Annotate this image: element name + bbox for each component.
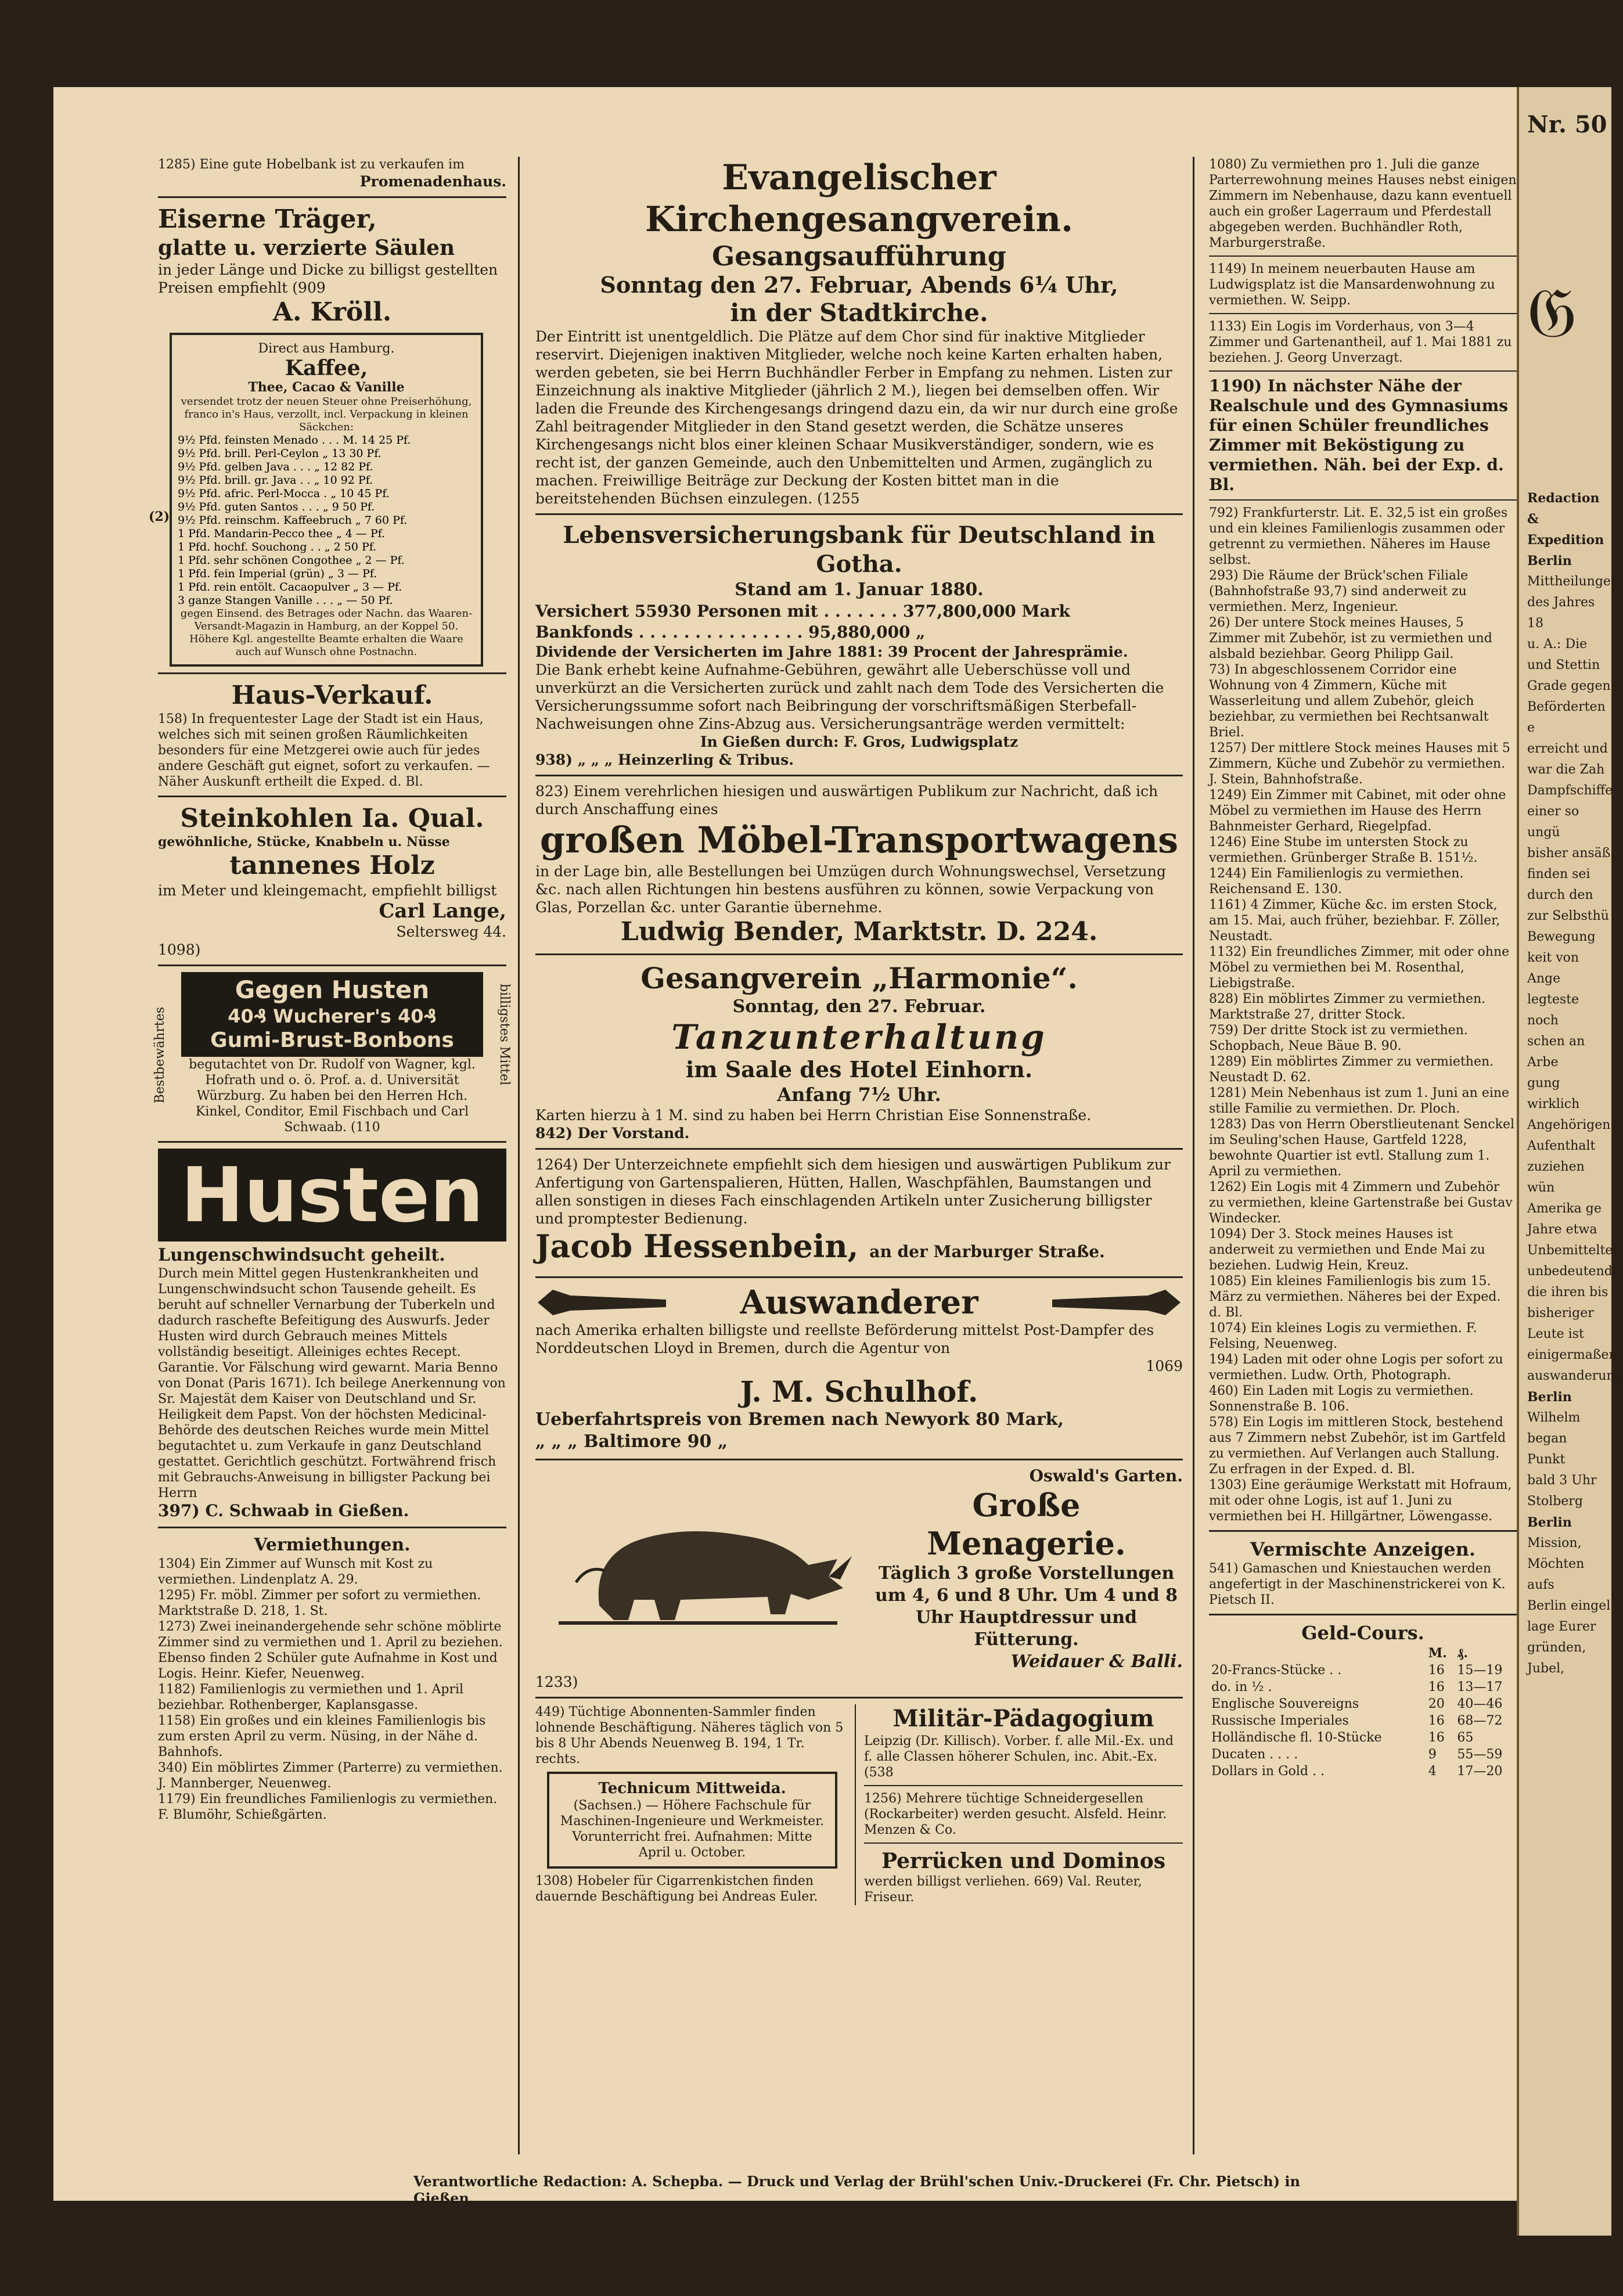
rent-item: 1257) Der mittlere Stock meines Hauses mit 5 Zimmern, Küche und Zubehör zu vermiethen. J. Stein, Bahnhofstraße.	[1209, 741, 1510, 787]
table-row	[1209, 1679, 1517, 1696]
menagerie-signature: Weidauer & Balli.	[1010, 1651, 1183, 1672]
rent-item: 1132) Ein freundliches Zimmer, mit oder ohne Möbel zu vermiethen bei M. Rosenthal, Liebigstraße.	[1209, 945, 1510, 991]
militaer-text: Leipzig (Dr. Killisch). Vorber. f. alle Mil.-Ex. und f. alle Classen höherer Schulen, inc. Abit.-Ex. (538	[864, 1734, 1174, 1780]
divider	[535, 513, 1183, 515]
divider	[1209, 370, 1517, 372]
table-cell: 13—17	[1457, 1680, 1503, 1694]
adjacent-line: Bewegung	[1527, 930, 1596, 944]
price-item: 9½ Pfd. brill. Perl-Ceylon „ 13 30 Pf.	[178, 447, 382, 460]
husten-side-right: billigstes Mittel	[497, 984, 512, 1086]
rent-item: 1249) Ein Zimmer mit Cabinet, mit oder ohne Möbel zu vermiethen im Hause des Herrn Bahnmeister Gerhard, Riegelpfad.	[1209, 788, 1506, 834]
vermiethungen-heading: Vermiethungen.	[254, 1535, 411, 1555]
adjacent-line: Unbemittelten	[1527, 1243, 1621, 1258]
column-right	[1209, 157, 1517, 2166]
table-header-row	[1209, 1644, 1517, 1662]
militaer-heading: Militär-Pädagogium	[893, 1705, 1154, 1732]
divider	[158, 796, 506, 797]
adjacent-line: lage Eurer	[1527, 1620, 1596, 1634]
divider	[158, 1527, 506, 1528]
auswanderer-number: 1069	[1146, 1358, 1183, 1374]
ad-1285: 1285) Eine gute Hobelbank ist zu verkaufen im	[158, 157, 465, 172]
adjacent-line: zuziehen wün	[1527, 1160, 1585, 1195]
table-cell: 65	[1457, 1730, 1474, 1745]
adjacent-line: des Jahres 18	[1527, 595, 1595, 631]
adjacent-line: erreicht und	[1527, 742, 1608, 756]
bank-agent-1: In Gießen durch: F. Gros, Ludwigsplatz	[700, 733, 1019, 750]
menagerie-heading: Große Menagerie.	[927, 1487, 1126, 1562]
menagerie-text-block	[870, 1486, 1183, 1673]
schulhof-signature: J. M. Schulhof.	[740, 1374, 978, 1409]
husten-banner-line2: 40₰ Wucherer's 40₰	[228, 1005, 437, 1027]
auswanderer-heading: Auswanderer	[740, 1283, 978, 1322]
table-cell: 16	[1428, 1714, 1445, 1728]
table-cell: 20	[1428, 1697, 1445, 1711]
kaffee-price-list	[178, 434, 475, 607]
bank-heading: Lebensversicherungsbank für Deutschland in Gotha.	[563, 521, 1156, 578]
table-cell: 17—20	[1457, 1764, 1503, 1779]
bank-row-dividend: Dividende der Versicherten im Jahre 1881: 39 Procent der Jahresprämie.	[535, 643, 1128, 660]
imprint-footer: Verantwortliche Redaction: A. Schepba. — Druck und Verlag der Brühl'schen Univ.-Druckerei (Fr. Chr. Pietsch) in Gießen.	[413, 2173, 1300, 2207]
kirche-location: in der Stadtkirche.	[730, 298, 988, 327]
bank-stand: Stand am 1. Januar 1880.	[735, 580, 984, 600]
rent-item: 194) Laden mit oder ohne Logis per sofort zu vermiethen. Ludw. Orth, Photograph.	[1209, 1352, 1503, 1383]
kaffee-direkt: Direct aus Hamburg.	[258, 341, 395, 356]
rent-item: 1289) Ein möblirtes Zimmer zu vermiethen. Neustadt D. 62.	[1209, 1055, 1494, 1085]
kirche-text: Der Eintritt ist unentgeldlich. Die Plätze auf dem Chor sind für inaktive Mitglieder reservirt. Diejenigen inaktiven Mitglieder, welche noch keine Karten erhalten haben, werden gebeten, sie bei Herrn Buchhändler Ferber in Empfang zu nehmen. Listen zur Einzeichnung als inaktive Mitglieder (jährlich 2 M.), liegen bei demselben offen. Wir laden die Freunde des Kirchengesangs dringend dazu ein, da wir nur durch eine große Zahl beitragender Mitglieder in den Stand gesetzt werden, die Schätze unseres Kirchengesangs nicht blos einer kleinen Schaar Musikverständiger, sondern, wie es recht ist, der ganzen Gemeinde, auch den Unbemittelten und Armen, zugänglich zu machen. Freiwillige Beiträge zur Deckung der Kosten bittet man in die bereitstehenden Büchsen einzulegen. (1255	[535, 328, 1178, 507]
technicum-heading: Technicum Mittweida.	[598, 1780, 786, 1797]
verm-item: 1158) Ein großes und ein kleines Familienlogis bis zum ersten April zu verm. Nüsing, in der Nähe d. Bahnhofs.	[158, 1714, 486, 1759]
kroell-signature: A. Kröll.	[272, 297, 392, 327]
table-cell: 40—46	[1457, 1697, 1503, 1711]
perruecken-text: werden billigst verliehen. 669) Val. Reuter, Friseur.	[864, 1874, 1142, 1905]
gamaschen-ad: 541) Gamaschen und Kniestauchen werden angefertigt in der Maschinenstrickerei von K. Pietsch II.	[1209, 1561, 1506, 1607]
rent-item: 1080) Zu vermiethen pro 1. Juli die ganze Parterrewohnung meines Hauses nebst einigen Zimmern im Nebenhause, dazu kann eventuell auch ein großer Lagerraum und Pferdestall abgegeben werden. Buchhändler Roth, Marburgerstraße.	[1209, 157, 1517, 250]
newspaper-page	[53, 87, 1517, 2207]
table-row	[1209, 1662, 1517, 1679]
schneider-ad: 1256) Mehrere tüchtige Schneidergesellen (Rockarbeiter) werden gesucht. Alsfeld. Heinr. Menzen & Co.	[864, 1791, 1167, 1837]
kaffee-title: Kaffee,	[285, 356, 368, 380]
table-cell: 16	[1428, 1663, 1445, 1678]
price-item: 1 Pfd. sehr schönen Congothee „ 2 — Pf.	[178, 554, 405, 567]
adjacent-page-edge	[1517, 87, 1623, 2236]
bonbon-text: begutachtet von Dr. Rudolf von Wagner, kgl. Hofrath und o. ö. Prof. a. d. Universität Würzburg. Zu haben bei den Herren Hch. Kinkel, Conditor, Emil Fischbach und Carl Schwaab. (110	[189, 1057, 476, 1135]
adjacent-line: Grade gegen	[1527, 679, 1611, 693]
table-cell: 55—59	[1457, 1747, 1503, 1762]
rent-item: 1085) Ein kleines Familienlogis bis zum 15. März zu vermiethen. Näheres bei der Exped. d. Bl.	[1209, 1274, 1501, 1320]
kohlen-holz: tannenes Holz	[229, 851, 435, 880]
rent-item: 73) In abgeschlossenem Corridor eine Wohnung von 4 Zimmern, Küche mit Wasserleitung und allem Zubehör, gleich beziehbar, zu vermiethen bei Rechtsanwalt Briel.	[1209, 663, 1489, 740]
rent-item: 828) Ein möblirtes Zimmer zu vermiethen. Marktstraße 27, dritter Stock.	[1209, 992, 1486, 1022]
harmonie-location: im Saale des Hotel Einhorn.	[685, 1056, 1033, 1082]
divider	[1209, 1614, 1517, 1615]
garten-text: 1264) Der Unterzeichnete empfiehlt sich dem hiesigen und auswärtigen Publikum zur Anfertigung von Gartenspalieren, Hütten, Hallen, Waschpfählen, Baumstangen und allen sonstigen in dieses Fach einschlagenden Artikeln unter Zusicherung billigster und promptester Bedienung.	[535, 1156, 1171, 1227]
adjacent-line: Redaction & Expedition	[1527, 491, 1604, 548]
divider	[158, 196, 506, 198]
adjacent-issue-number: Nr. 50	[1527, 111, 1607, 138]
menagerie-ad	[535, 1486, 1183, 1673]
column-middle	[535, 157, 1183, 2166]
pointing-hand-right-icon	[1049, 1285, 1183, 1320]
adjacent-line: einer so ungü	[1527, 804, 1579, 840]
adjacent-line: die ihren bis	[1527, 1285, 1608, 1300]
divider	[158, 965, 506, 966]
abonnenten-ad: 449) Tüchtige Abonnenten-Sammler finden lohnende Beschäftigung. Näheres täglich von 5 bis 8 Uhr Abends Neuenweg B. 194, 1 Tr. rechts.	[535, 1705, 844, 1766]
adjacent-line: keit von Ange	[1527, 951, 1579, 986]
kaffee-intro: versendet trotz der neuen Steuer ohne Preiserhöhung, franco in's Haus, verzollt, incl. Verpackung in kleinen Säckchen:	[181, 395, 472, 433]
rent-item: 578) Ein Logis im mittleren Stock, bestehend aus 7 Zimmern nebst Zubehör, ist im Gartfeld zu vermiethen. Auf Verlangen auch Stallung. Zu erfragen in der Exped. d. Bl.	[1209, 1415, 1506, 1477]
technicum-text: (Sachsen.) — Höhere Fachschule für Maschinen-Ingenieure und Werkmeister. Vorunterricht frei. Aufnahmen: Mitte April u. October.	[560, 1798, 825, 1860]
adjacent-line: Mittheilungen	[1527, 574, 1620, 589]
geld-cours-heading: Geld-Cours.	[1301, 1622, 1424, 1644]
price-item: 9½ Pfd. afric. Perl-Mocca . „ 10 45 Pf.	[178, 487, 390, 500]
adjacent-line: schen an Arbe	[1527, 1034, 1585, 1070]
price-item: 9½ Pfd. guten Santos . . . „ 9 50 Pf.	[178, 501, 375, 513]
adjacent-line: war die Zah	[1527, 762, 1605, 777]
rent-item: 460) Ein Laden mit Logis zu vermiethen. Sonnenstraße B. 106.	[1209, 1384, 1474, 1414]
table-row	[1209, 1746, 1517, 1763]
kaffee-number: (2)	[149, 509, 170, 524]
ad-1285-source: Promenadenhaus.	[359, 173, 506, 190]
table-cell: 9	[1428, 1747, 1437, 1762]
harmonie-text: Karten hierzu à 1 M. sind zu haben bei Herrn Christian Eise Sonnenstraße.	[535, 1107, 1092, 1124]
pointing-hand-left-icon	[535, 1285, 669, 1320]
realschule-ad: 1190) In nächster Nähe der Realschule und des Gymnasiums für einen Schüler freundliches Zimmer mit Beköstigung zu vermiethen. Näh. bei der Exp. d. Bl.	[1209, 376, 1508, 494]
harmonie-heading: Gesangverein „Harmonie“.	[640, 961, 1078, 995]
divider	[535, 1697, 1183, 1698]
adjacent-line: Jahre etwa	[1527, 1222, 1597, 1237]
hessenbein-name-text: Jacob Hessenbein,	[535, 1228, 859, 1265]
rent-item: 293) Die Räume der Brück'schen Filiale (Bahnhofstraße 93,7) sind anderweit zu vermiethen. Merz, Ingenieur.	[1209, 568, 1469, 614]
bank-agent-2: 938) „ „ „ Heinzerling & Tribus.	[535, 751, 794, 768]
divider	[1209, 499, 1517, 501]
adjacent-line: finden sei	[1527, 867, 1590, 881]
rent-item: 1149) In meinem neuerbauten Hause am Ludwigsplatz ist die Mansardenwohnung zu vermiethen. W. Seipp.	[1209, 262, 1495, 308]
adjacent-line: bisheriger	[1527, 1306, 1594, 1320]
divider	[158, 1141, 506, 1143]
divider	[535, 953, 1183, 955]
table-header: ₰.	[1457, 1646, 1469, 1661]
adjacent-line: Angehörigen	[1527, 1118, 1611, 1132]
divider	[1209, 313, 1517, 314]
adjacent-line: Beförderten e	[1527, 700, 1606, 735]
adjacent-line: Wilhelm began	[1527, 1410, 1581, 1446]
schwaab-signature: 397) C. Schwaab in Gießen.	[158, 1501, 409, 1520]
lange-address: Seltersweg 44.	[396, 923, 506, 940]
divider	[535, 775, 1183, 776]
menagerie-text: Täglich 3 große Vorstellungen um 4, 6 und 8 Uhr. Um 4 und 8 Uhr Hauptdressur und Fütterung.	[875, 1563, 1178, 1650]
rent-item: 26) Der untere Stock meines Hauses, 5 Zimmer mit Zubehör, ist zu vermiethen und alsbald beziehbar. Georg Philipp Gail.	[1209, 616, 1492, 661]
auswanderer-heading-row	[535, 1284, 1183, 1321]
husten-banner-line3: Gumi-Brust-Bonbons	[210, 1028, 454, 1052]
table-cell: 68—72	[1457, 1714, 1503, 1728]
hessenbein-address: an der Marburger Straße.	[869, 1242, 1105, 1261]
verm-item: 1182) Familienlogis zu vermiethen und 1. April beziehbar. Rothenberger, Kaplansgasse.	[158, 1682, 464, 1712]
harmonie-tanz: Tanzunterhaltung	[671, 1017, 1047, 1057]
traeger-text: in jeder Länge und Dicke zu billigst gestellten Preisen empfiehlt (909	[158, 261, 498, 296]
bank-row-fonds: Bankfonds . . . . . . . . . . . . . . . 95,880,000 „	[535, 622, 926, 642]
adjacent-line: Dampfschiffe	[1527, 783, 1613, 798]
table-header: M.	[1428, 1646, 1447, 1661]
hessenbein-name	[535, 1228, 1183, 1271]
moebel-text: 823) Einem verehrlichen hiesigen und auswärtigen Publikum zur Nachricht, daß ich durch Anschaffung eines	[535, 783, 1158, 818]
adjacent-masthead-letter: 𝔊	[1527, 273, 1577, 354]
rent-item: 1161) 4 Zimmer, Küche &c. im ersten Stock, am 15. Mai, auch früher, beziehbar. F. Zöller, Neustadt.	[1209, 898, 1500, 944]
table-cell: Englische Souvereigns	[1211, 1697, 1359, 1711]
bottom-ads-left	[535, 1704, 856, 1905]
adjacent-line: Jubel,	[1527, 1661, 1565, 1676]
bender-signature: Ludwig Bender, Marktstr. D. 224.	[620, 917, 1098, 947]
adjacent-line: unbedeutende	[1527, 1264, 1620, 1279]
technicum-ad	[547, 1772, 837, 1869]
table-cell: 16	[1428, 1730, 1445, 1745]
kaffee-outro: gegen Einsend. des Betrages oder Nachn. das Waaren-Versandt-Magazin in Hamburg, an der Koppel 50. Höhere Kgl. angestellte Beamte erhalten die Waare auch auf Wunsch ohne Postnachn.	[180, 607, 473, 658]
adjacent-line: Möchten aufs	[1527, 1557, 1585, 1592]
column-left	[149, 157, 512, 2166]
kirche-date: Sonntag den 27. Februar, Abends 6¼ Uhr,	[600, 272, 1118, 298]
traeger-subheading: glatte u. verzierte Säulen	[158, 236, 455, 260]
adjacent-line: legteste noch	[1527, 992, 1579, 1028]
adjacent-line: gung wirklich	[1527, 1076, 1580, 1111]
adjacent-line: Punkt	[1527, 1452, 1566, 1467]
lungen-heading: Lungenschwindsucht geheilt.	[158, 1245, 445, 1265]
ad-number-1098: 1098)	[158, 941, 201, 958]
divider	[535, 1148, 1183, 1150]
rent-item: 1133) Ein Logis im Vorderhaus, von 3—4 Zimmer und Gartenantheil, auf 1. Mai 1881 zu beziehen. J. Georg Unverzagt.	[1209, 319, 1512, 365]
haus-text: 158) In frequentester Lage der Stadt ist ein Haus, welches sich mit seinen großen Räumlichkeiten besonders für eine Metzgerei owie auch für jedes andere Geschäft gut eignet, sofort zu verkaufen. — Näher Auskunft ertheilt die Exped. d. Bl.	[158, 712, 490, 789]
adjacent-line: bisher ansäß	[1527, 846, 1611, 861]
traeger-heading: Eiserne Träger,	[158, 204, 377, 234]
verm-item: 1179) Ein freundliches Familienlogis zu vermiethen. F. Blumöhr, Schießgärten.	[158, 1792, 498, 1822]
table-cell: 15—19	[1457, 1663, 1503, 1678]
moebel-heading: großen Möbel-Transportwagens	[539, 819, 1179, 861]
adjacent-line: u. A.: Die	[1527, 637, 1588, 652]
rent-item: 1074) Ein kleines Logis zu vermiethen. F. Felsing, Neuenweg.	[1209, 1321, 1477, 1351]
adjacent-line: Aufenthalt	[1527, 1139, 1596, 1153]
rent-item: 1303) Eine geräumige Werkstatt mit Hofraum, mit oder ohne Logis, ist auf 1. Juni zu vermiethen bei H. Hillgärtner, Löwengasse.	[1209, 1478, 1512, 1524]
divider	[1209, 1530, 1517, 1532]
kirche-subheading: Gesangsaufführung	[712, 240, 1006, 272]
price-item: 1 Pfd. Mandarin-Pecco thee „ 4 — Pf.	[178, 527, 386, 540]
adjacent-line: Leute ist	[1527, 1327, 1584, 1341]
divider	[864, 1842, 1183, 1844]
verm-item: 340) Ein möblirtes Zimmer (Parterre) zu vermiethen. J. Mannberger, Neuenweg.	[158, 1761, 503, 1791]
adjacent-line: gründen,	[1527, 1640, 1586, 1655]
kaffee-sub: Thee, Cacao & Vanille	[248, 380, 405, 395]
table-row	[1209, 1712, 1517, 1729]
price-item: 1 Pfd. rein entölt. Cacaopulver „ 3 — Pf.	[178, 581, 402, 593]
table-cell: 20-Francs-Stücke . .	[1211, 1663, 1342, 1678]
verm-item: 1295) Fr. möbl. Zimmer per sofort zu vermiethen. Marktstraße D. 218, 1. St.	[158, 1588, 481, 1618]
rent-item: 1262) Ein Logis mit 4 Zimmern und Zubehör zu vermiethen, kleine Gartenstraße bei Gustav Windecker.	[1209, 1180, 1513, 1226]
table-row	[1209, 1763, 1517, 1780]
rent-item: 759) Der dritte Stock ist zu vermiethen. Schopbach, Neue Bäue B. 90.	[1209, 1023, 1468, 1053]
verm-item: 1304) Ein Zimmer auf Wunsch mit Kost zu vermiethen. Lindenplatz A. 29.	[158, 1557, 433, 1587]
divider	[158, 672, 506, 674]
divider	[864, 1785, 1183, 1786]
adjacent-line: Amerika ge	[1527, 1201, 1602, 1216]
rent-item: 1281) Mein Nebenhaus ist zum 1. Juni an eine stille Familie zu vermiethen. Dr. Ploch.	[1209, 1086, 1510, 1116]
lungen-text: Durch mein Mittel gegen Hustenkrankheiten und Lungenschwindsucht schon Tausende geheilt. Es beruht auf schneller Vernarbung der Tuberkeln und dadurch raschefte Befeitigung des Auswurfs. Jeder Husten wird durch Gebrauch meines Mittels vollständig beseitigt. Alleiniges echtes Recept. Garantie. Vor Fälschung wird gewarnt. Maria Benno von Donat (Paris 1671). Ich beilege Anerkennung von Sr. Majestät dem Kaiser von Deutschland und Sr. Heiligkeit dem Papst. Von der höchsten Medicinal-Behörde des deutschen Reiches wurde mein Mittel begutachtet u. zum Verkaufe in ganz Deutschland gestattet. Gerichtlich geschützt. Fortwährend frisch mit Gebrauchs-Anweisung in billigster Packung bei Herrn	[158, 1266, 506, 1500]
husten-side-left: Bestbewährtes	[153, 1007, 167, 1104]
menagerie-number: 1233)	[535, 1674, 578, 1690]
geld-cours-table	[1209, 1644, 1517, 1780]
auswanderer-price-1: Ueberfahrtspreis von Bremen nach Newyork 80 Mark,	[535, 1409, 1064, 1430]
rent-item: 1094) Der 3. Stock meines Hauses ist anderweit zu vermiethen und Ende Mai zu beziehen. Ludwig Hein, Kreuz.	[1209, 1227, 1485, 1273]
harmonie-date: Sonntag, den 27. Februar.	[732, 996, 986, 1017]
husten-big-banner: Husten	[158, 1149, 506, 1241]
adjacent-line: Mission,	[1527, 1536, 1582, 1550]
husten-banner	[181, 972, 483, 1057]
kirche-heading: Evangelischer Kirchengesangverein.	[645, 157, 1073, 240]
adjacent-line: bald 3 Uhr	[1527, 1473, 1597, 1488]
adjacent-line: einigermaßen	[1527, 1348, 1617, 1362]
price-item: 9½ Pfd. brill. gr. Java . . „ 10 92 Pf.	[178, 474, 373, 487]
table-cell: 16	[1428, 1680, 1445, 1694]
haus-heading: Haus-Verkauf.	[231, 681, 433, 710]
table-cell: Dollars in Gold . .	[1211, 1764, 1325, 1779]
table-cell: 4	[1428, 1764, 1437, 1779]
lange-name: Carl Lange,	[379, 899, 506, 923]
rent-item: 1244) Ein Familienlogis zu vermiethen. Reichensand E. 130.	[1209, 866, 1464, 897]
price-item: 9½ Pfd. feinsten Menado . . . M. 14 25 Pf.	[178, 434, 411, 447]
adjacent-line: Stolberg	[1527, 1494, 1583, 1509]
harmonie-time: Anfang 7½ Uhr.	[777, 1084, 941, 1106]
bank-text: Die Bank erhebt keine Aufnahme-Gebühren, gewährt alle Ueberschüsse voll und unverkürzt an die Versicherten zurück und zahlt nach dem Tode des Versicherten die Versicherungssumme sofort nach Beibringung der vorschriftsmäßigen Sterbefall-Nachweisungen ohne Zins-Abzug aus. Versicherungsanträge werden vermittelt:	[535, 661, 1164, 732]
price-item: 1 Pfd. hochf. Souchong . . „ 2 50 Pf.	[178, 541, 377, 553]
table-cell: Holländische fl. 10-Stücke	[1211, 1730, 1382, 1745]
rent-item: 1246) Eine Stube im untersten Stock zu vermiethen. Grünberger Straße B. 151½.	[1209, 835, 1478, 865]
adjacent-line: Berlin	[1527, 553, 1572, 568]
vermischte-heading: Vermischte Anzeigen.	[1250, 1538, 1476, 1560]
bank-row-insured: Versichert 55930 Personen mit . . . . . . . 377,800,000 Mark	[535, 602, 1070, 621]
table-cell: Russische Imperiales	[1211, 1714, 1349, 1728]
husten-bonbon-ad	[153, 972, 512, 1135]
table-header	[1209, 1644, 1426, 1662]
oswald-heading: Oswald's Garten.	[1029, 1466, 1183, 1485]
moebel-text-2: in der Lage bin, alle Bestellungen bei Umzügen durch Wohnungswechsel, Versetzung &c. nach allen Richtungen hin bestens ausführen zu können, sowie Verpackung von Glas, Porzellan &c. unter Garantie übernehme.	[535, 863, 1166, 916]
column-rule	[518, 157, 520, 2154]
table-row	[1209, 1696, 1517, 1712]
verm-item: 1273) Zwei ineinandergehende sehr schöne möblirte Zimmer sind zu vermiethen und 1. April zu beziehen. Ebenso finden 2 Schüler gute Aufnahme in Kost und Logis. Heinr. Kiefer, Neuenweg.	[158, 1620, 503, 1681]
table-cell: do. in ½ .	[1211, 1680, 1272, 1694]
table-cell: Ducaten . . . .	[1211, 1747, 1298, 1762]
adjacent-line: zur Selbsthü	[1527, 909, 1609, 923]
rent-item: 1283) Das von Herrn Oberstlieutenant Senckel im Seuling'schen Hause, Gartfeld 1228, bewohnte Quartier ist evtl. Stallung zum 1. April zu vermiethen.	[1209, 1117, 1515, 1179]
auswanderer-text: nach Amerika erhalten billigste und reellste Beförderung mittelst Post-Dampfer des Norddeutschen Lloyd in Bremen, durch die Agentur von	[535, 1322, 1154, 1356]
price-item: 1 Pfd. fein Imperial (grün) „ 3 — Pf.	[178, 567, 377, 580]
rent-item: 792) Frankfurterstr. Lit. E. 32,5 ist ein großes und ein kleines Familienlogis zusammen oder getrennt zu vermiethen. Näheres im Hause selbst.	[1209, 506, 1508, 567]
column-rule	[1193, 157, 1194, 2154]
divider	[535, 1276, 1183, 1278]
adjacent-line: auswanderung	[1527, 1369, 1623, 1383]
husten-banner-line1: Gegen Husten	[235, 976, 430, 1004]
adjacent-line: Berlin eingel	[1527, 1599, 1611, 1613]
price-item: 9½ Pfd. reinschm. Kaffeebruch „ 7 60 Pf.	[178, 514, 408, 527]
kaffee-ad	[149, 333, 483, 667]
adjacent-line: und Stettin	[1527, 658, 1600, 672]
divider	[1209, 255, 1517, 257]
adjacent-line: Berlin	[1527, 1390, 1572, 1405]
table-row	[1209, 1729, 1517, 1746]
kohlen-line1: gewöhnliche, Stücke, Knabbeln u. Nüsse	[158, 834, 450, 850]
hobler-ad: 1308) Hobeler für Cigarrenkistchen finden dauernde Beschäftigung bei Andreas Euler.	[535, 1874, 818, 1904]
bottom-ads-right	[864, 1704, 1183, 1905]
adjacent-line: durch den	[1527, 888, 1593, 902]
bottom-ads	[535, 1704, 1183, 1905]
rhinoceros-illustration	[535, 1489, 861, 1640]
divider	[535, 1459, 1183, 1460]
harmonie-signature: 842) Der Vorstand.	[535, 1125, 690, 1142]
perruecken-heading: Perrücken und Dominos	[881, 1849, 1166, 1873]
adjacent-line: Berlin	[1527, 1515, 1572, 1530]
auswanderer-price-2: „ „ „ Baltimore 90 „	[535, 1431, 728, 1452]
kohlen-text: im Meter und kleingemacht, empfiehlt billigst	[158, 882, 497, 899]
kohlen-heading: Steinkohlen Ia. Qual.	[180, 804, 484, 833]
price-item: 3 ganze Stangen Vanille . . . „ — 50 Pf.	[178, 594, 393, 607]
price-item: 9½ Pfd. gelben Java . . . „ 12 82 Pf.	[178, 460, 373, 473]
